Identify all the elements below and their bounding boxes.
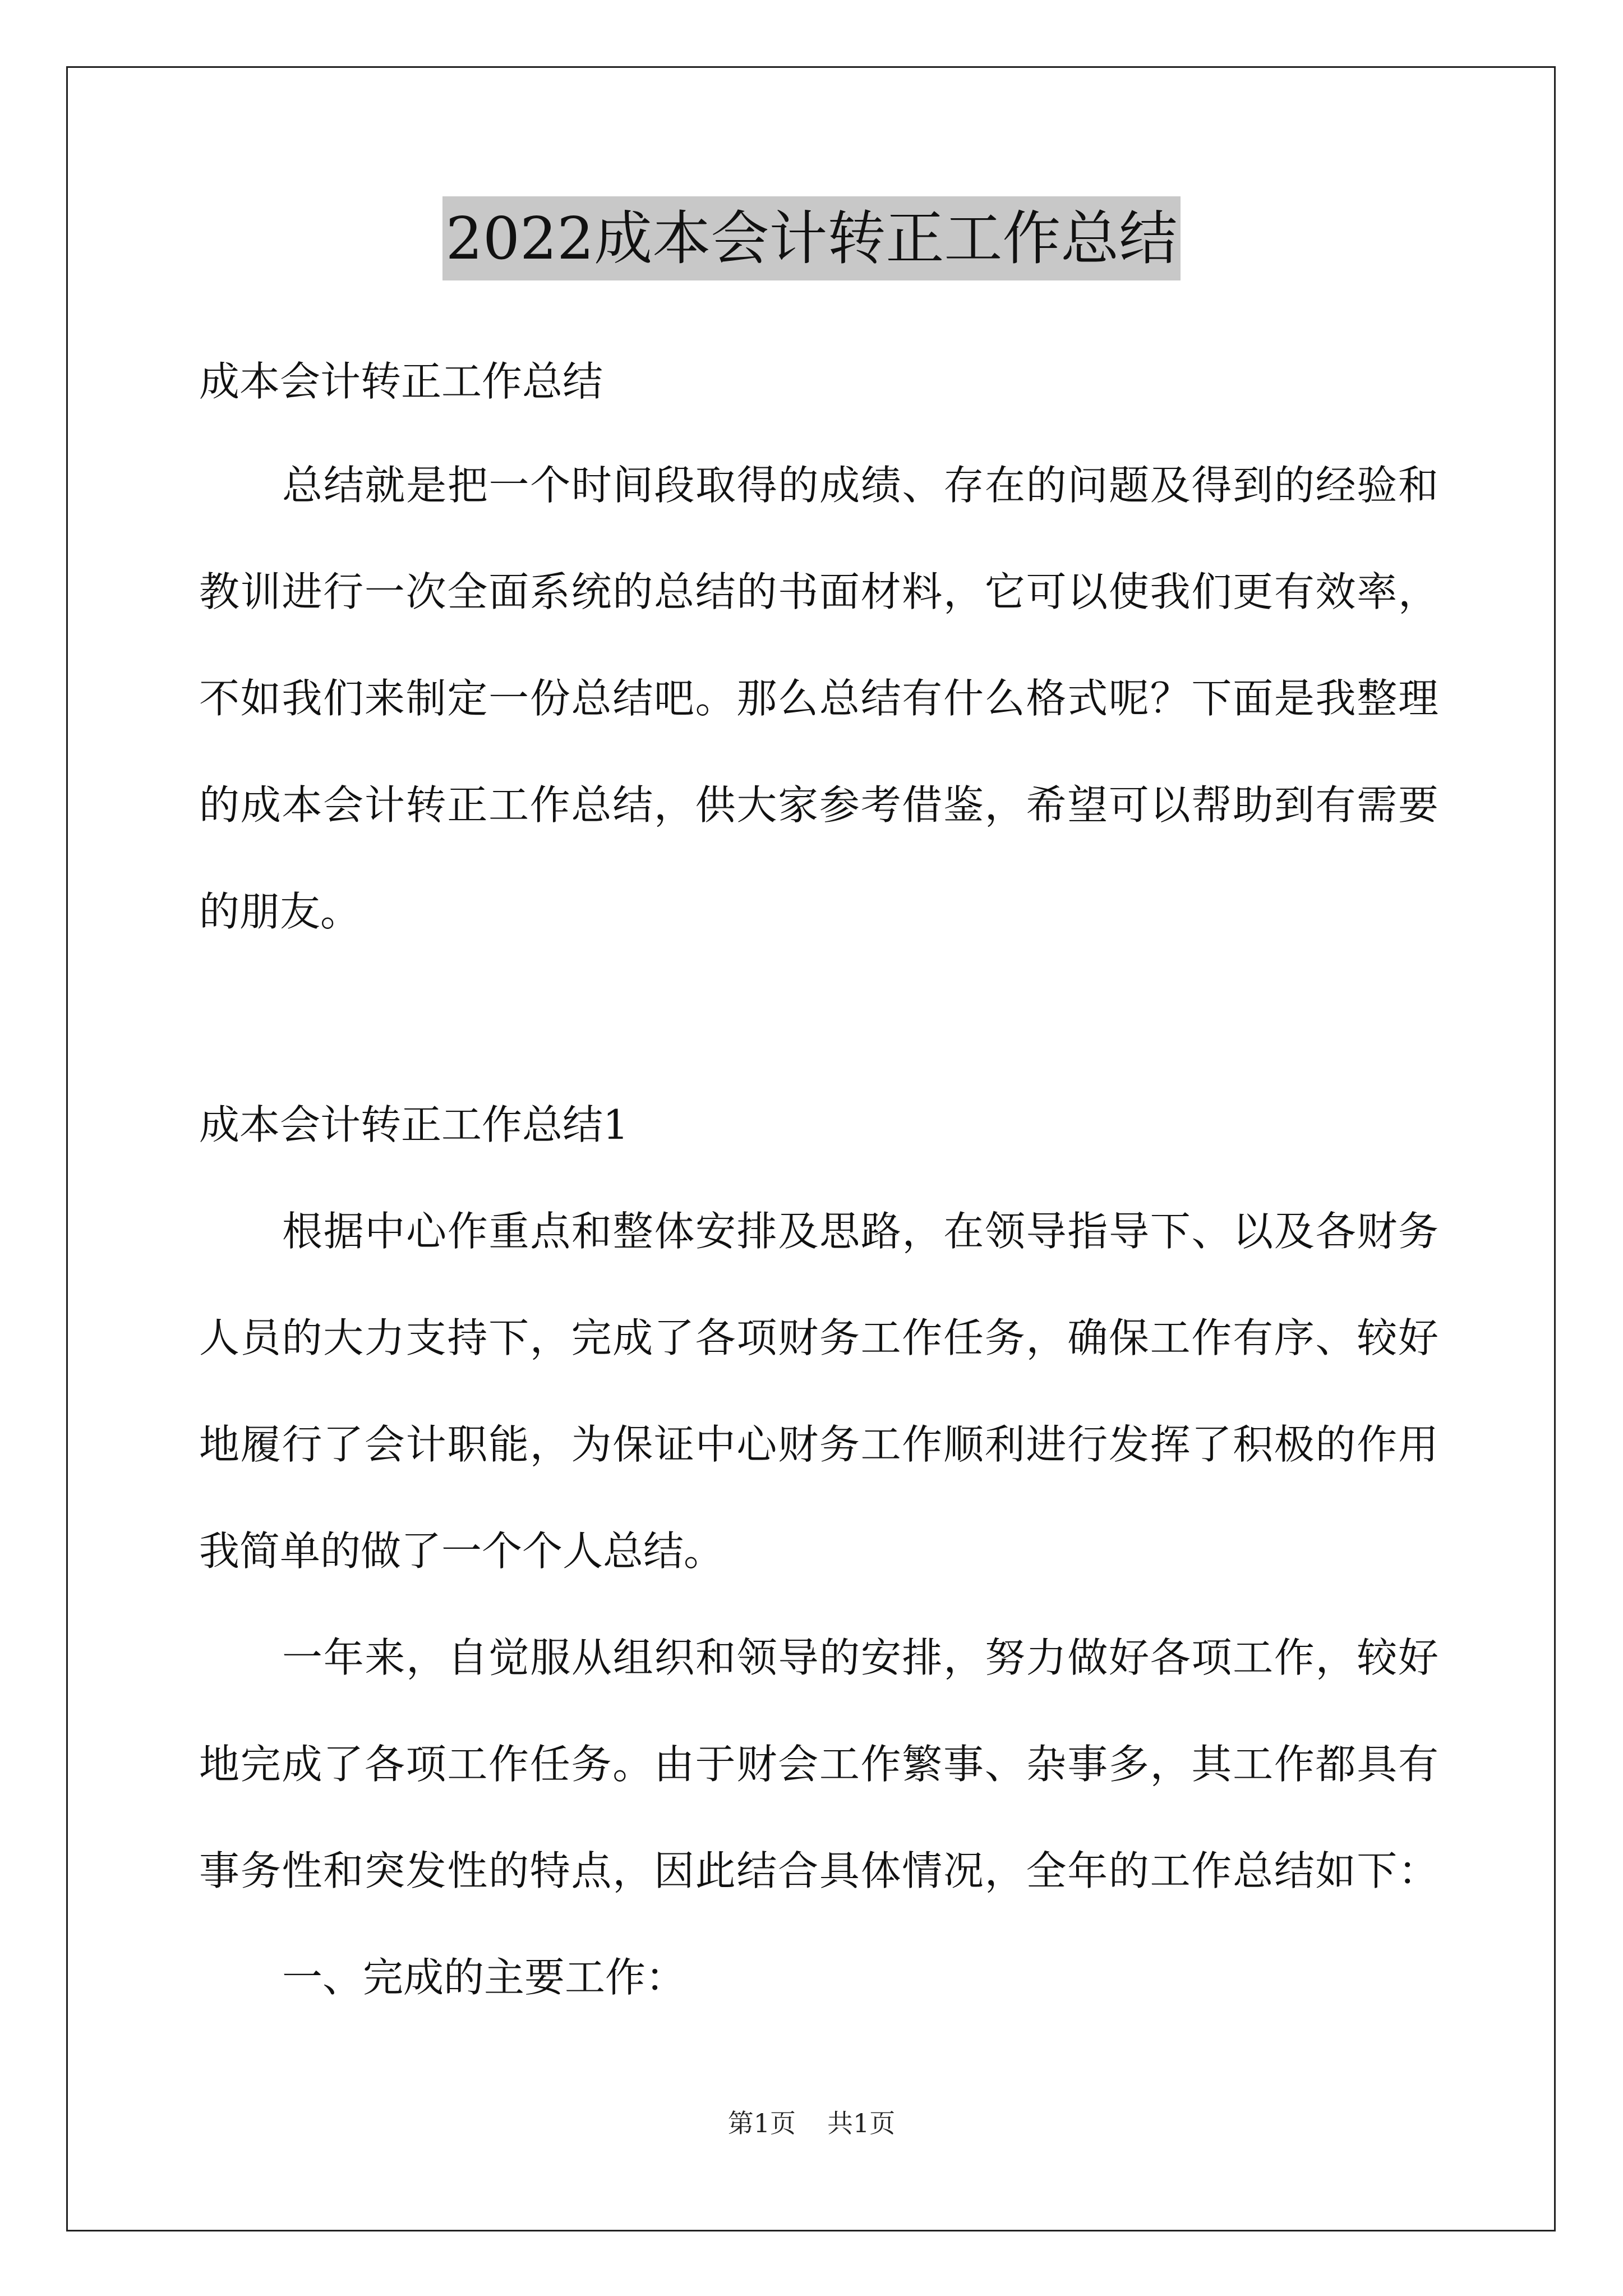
paragraph-2-line-1: 一年来，自觉服从组织和领导的安排，努力做好各项工作，较好 [282, 1634, 1438, 1681]
intro-line-4: 的成本会计转正工作总结，供大家参考借鉴，希望可以帮助到有需要 [199, 781, 1438, 829]
document-title: 2022成本会计转正工作总结 [442, 196, 1181, 280]
page-footer [0, 2106, 1623, 2140]
page-number: 第1页 [727, 2108, 796, 2138]
paragraph-2-line-2: 地完成了各项工作任务。由于财会工作繁事、杂事多，其工作都具有 [199, 1741, 1438, 1788]
intro-line-5: 的朋友。 [199, 888, 361, 935]
intro-line-3: 不如我们来制定一份总结吧。那么总结有什么格式呢？下面是我整理 [199, 675, 1438, 722]
paragraph-1-line-3: 地履行了会计职能，为保证中心财务工作顺利进行发挥了积极的作用 [199, 1421, 1438, 1468]
paragraph-1-line-4: 我简单的做了一个个人总结。 [199, 1527, 725, 1575]
paragraph-2-line-3: 事务性和突发性的特点，因此结合具体情况，全年的工作总结如下： [199, 1847, 1438, 1894]
main-work-heading: 一、完成的主要工作： [282, 1954, 686, 2001]
paragraph-1-line-1: 根据中心作重点和整体安排及思路，在领导指导下、以及各财务 [282, 1208, 1438, 1255]
page-total: 共1页 [827, 2108, 896, 2138]
paragraph-1-line-2: 人员的大力支持下，完成了各项财务工作任务，确保工作有序、较好 [199, 1314, 1438, 1361]
intro-line-1: 总结就是把一个时间段取得的成绩、存在的问题及得到的经验和 [282, 462, 1438, 509]
title-container [0, 196, 1623, 280]
section-heading-1: 成本会计转正工作总结1 [199, 1101, 629, 1148]
intro-line-2: 教训进行一次全面系统的总结的书面材料，它可以使我们更有效率， [199, 568, 1438, 615]
heading-subtitle: 成本会计转正工作总结 [199, 358, 603, 405]
